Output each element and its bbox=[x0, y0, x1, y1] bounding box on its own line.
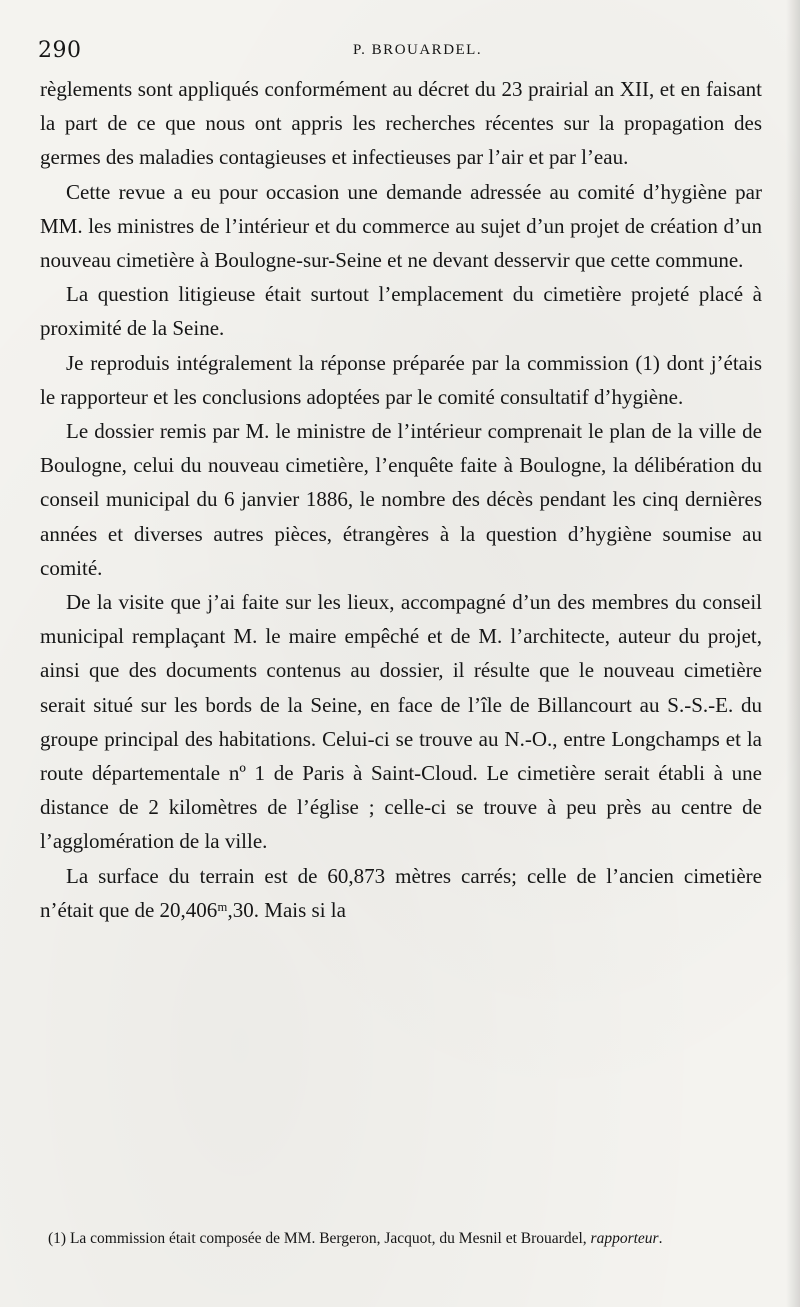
paragraph: Cette revue a eu pour occasion une demande adressée au comité d’hygiène par MM. les ministres de l’intérieur et du commerce au sujet d’un projet de création d’un nouveau cimetière à Boulogne-sur-Seine et ne devant desservir que cette commune. bbox=[40, 179, 762, 273]
footnote-body: (1) La commission était composée de MM. Bergeron, Jacquot, du Mesnil et Brouardel, bbox=[48, 1230, 587, 1247]
running-head bbox=[38, 38, 760, 68]
footnote-end: . bbox=[658, 1230, 663, 1247]
page-edge-shadow bbox=[786, 0, 800, 1307]
page-number: 290 bbox=[38, 38, 82, 63]
paragraph-continuation: règlements sont appliqués conformément au décret du 23 prairial an XII, et en faisant la part de ce que nous ont appris les recherches récentes sur la propagation des germes des maladies contagieuses et infectieuses par l’air et par l’eau. bbox=[40, 77, 762, 170]
footnote-role: rapporteur bbox=[590, 1230, 659, 1247]
paragraph: Le dossier remis par M. le ministre de l’intérieur comprenait le plan de la ville de Boulogne, celui du nouveau cimetière, l’enquête faite à Boulogne, la délibération du conseil municipal du 6 janvier 1886, le nombre des décès pendant les cinq dernières années et diverses autres pièces, étrangères à la question d’hygiène soumise au comité. bbox=[40, 419, 762, 580]
paragraph: La surface du terrain est de 60,873 mètres carrés; celle de l’ancien cimetière n’était que de 20,406ᵐ,30. Mais si la bbox=[40, 863, 762, 922]
paragraph: Je reproduis intégralement la réponse préparée par la commission (1) dont j’étais le rapporteur et les conclusions adoptées par le comité consultatif d’hygiène. bbox=[40, 350, 762, 409]
paragraph: De la visite que j’ai faite sur les lieux, accompagné d’un des membres du conseil municipal remplaçant M. le maire empêché et de M. l’architecte, auteur du projet, ainsi que des documents contenus au dossier, il résulte que le nouveau cimetière serait situé sur les bords de la Seine, en face de l’île de Billancourt au S.-S.-E. du groupe principal des habitations. Celui-ci se trouve au N.-O., entre Longchamps et la route départementale nº 1 de Paris à Saint-Cloud. Le cimetière serait établi à une distance de 2 kilomètres de l’église ; celle-ci se trouve à peu près au centre de l’agglomération de la ville. bbox=[40, 590, 762, 854]
footnote-text bbox=[40, 1227, 762, 1250]
body-text bbox=[40, 72, 762, 927]
running-title: P. BROUARDEL. bbox=[353, 42, 483, 58]
paragraph: La question litigieuse était surtout l’emplacement du cimetière projeté placé à proximité de la Seine. bbox=[40, 282, 762, 341]
footnote bbox=[40, 1227, 762, 1250]
